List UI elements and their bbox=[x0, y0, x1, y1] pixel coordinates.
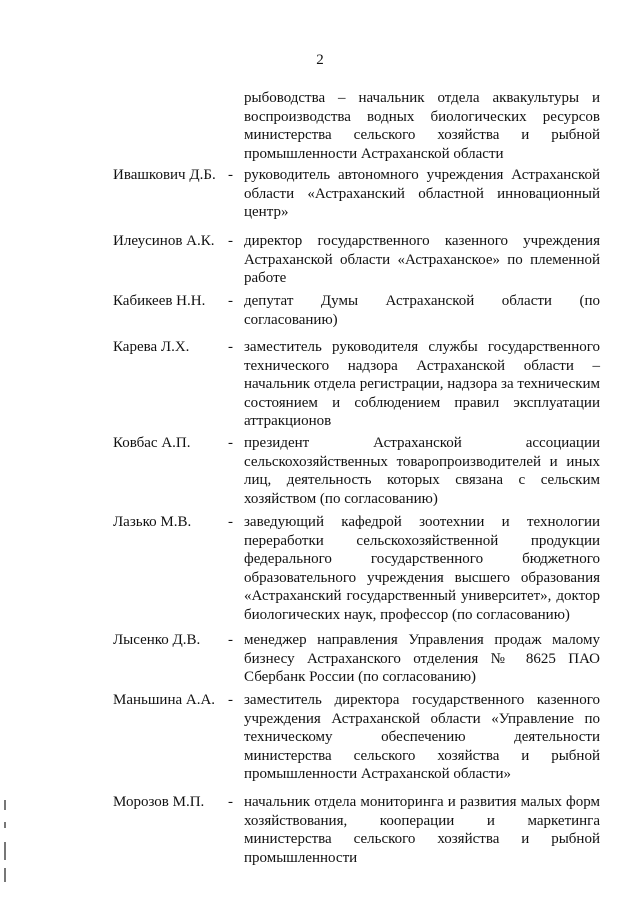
dash-separator: - bbox=[228, 293, 233, 309]
member-name: Кабикеев Н.Н. bbox=[113, 293, 206, 309]
member-position: заместитель директора государственного казенного учреждения Астраханской области «Управление по техническому обеспечению деятельности министерства сельского хозяйства и рыбной промышленности Астраханской области» bbox=[244, 692, 600, 782]
dash-separator: - bbox=[228, 692, 233, 708]
member-name: Маньшина А.А. bbox=[113, 692, 216, 708]
member-name: Илеусинов А.К. bbox=[113, 233, 215, 249]
member-position: менеджер направления Управления продаж малому бизнесу Астраханского отделения № 8625 ПАО Сбербанк России (по согласованию) bbox=[244, 632, 600, 685]
member-position: заместитель руководителя службы государственного технического надзора Астраханской области – начальник отдела регистрации, надзора за техническим состоянием и соблюдением правил эксплуатации аттракционов bbox=[244, 339, 600, 429]
member-name: Ковбас А.П. bbox=[113, 435, 191, 451]
dash-separator: - bbox=[228, 632, 233, 648]
dash-separator: - bbox=[228, 167, 233, 183]
member-name: Морозов М.П. bbox=[113, 794, 205, 810]
member-position: заведующий кафедрой зоотехнии и технологии переработки сельскохозяйственной продукции федерального государственного бюджетного образовательного учреждения высшего образования «Астраханский государственный университет», доктор биологических наук, профессор (по согласованию) bbox=[244, 514, 600, 623]
member-name: Ивашкович Д.Б. bbox=[113, 167, 216, 183]
scan-margin-mark bbox=[4, 800, 6, 810]
dash-separator: - bbox=[228, 233, 233, 249]
dash-separator: - bbox=[228, 514, 233, 530]
member-position: руководитель автономного учреждения Астраханской области «Астраханский областной инновационный центр» bbox=[244, 167, 600, 220]
page-number: 2 bbox=[316, 52, 324, 68]
scan-margin-mark bbox=[4, 868, 6, 882]
member-position: директор государственного казенного учреждения Астраханской области «Астраханское» по племенной работе bbox=[244, 233, 600, 286]
scan-margin-mark bbox=[4, 842, 6, 860]
dash-separator: - bbox=[228, 435, 233, 451]
member-name: Лазько М.В. bbox=[113, 514, 192, 530]
dash-separator: - bbox=[228, 339, 233, 355]
dash-separator: - bbox=[228, 794, 233, 810]
continued-description: рыбоводства – начальник отдела аквакультуры и воспроизводства водных биологических ресурсов министерства сельского хозяйства и рыбной промышленности Астраханской области bbox=[244, 90, 600, 162]
member-position: депутат Думы Астраханской области (по согласованию) bbox=[244, 293, 600, 328]
member-position: президент Астраханской ассоциации сельскохозяйственных товаропроизводителей и иных лиц, деятельность которых связана с сельским хозяйством (по согласованию) bbox=[244, 435, 600, 507]
scan-margin-mark bbox=[4, 822, 6, 828]
member-name: Лысенко Д.В. bbox=[113, 632, 201, 648]
member-position: начальник отдела мониторинга и развития малых форм хозяйствования, кооперации и маркетинга министерства сельского хозяйства и рыбной промышленности bbox=[244, 794, 600, 866]
member-name: Карева Л.Х. bbox=[113, 339, 190, 355]
